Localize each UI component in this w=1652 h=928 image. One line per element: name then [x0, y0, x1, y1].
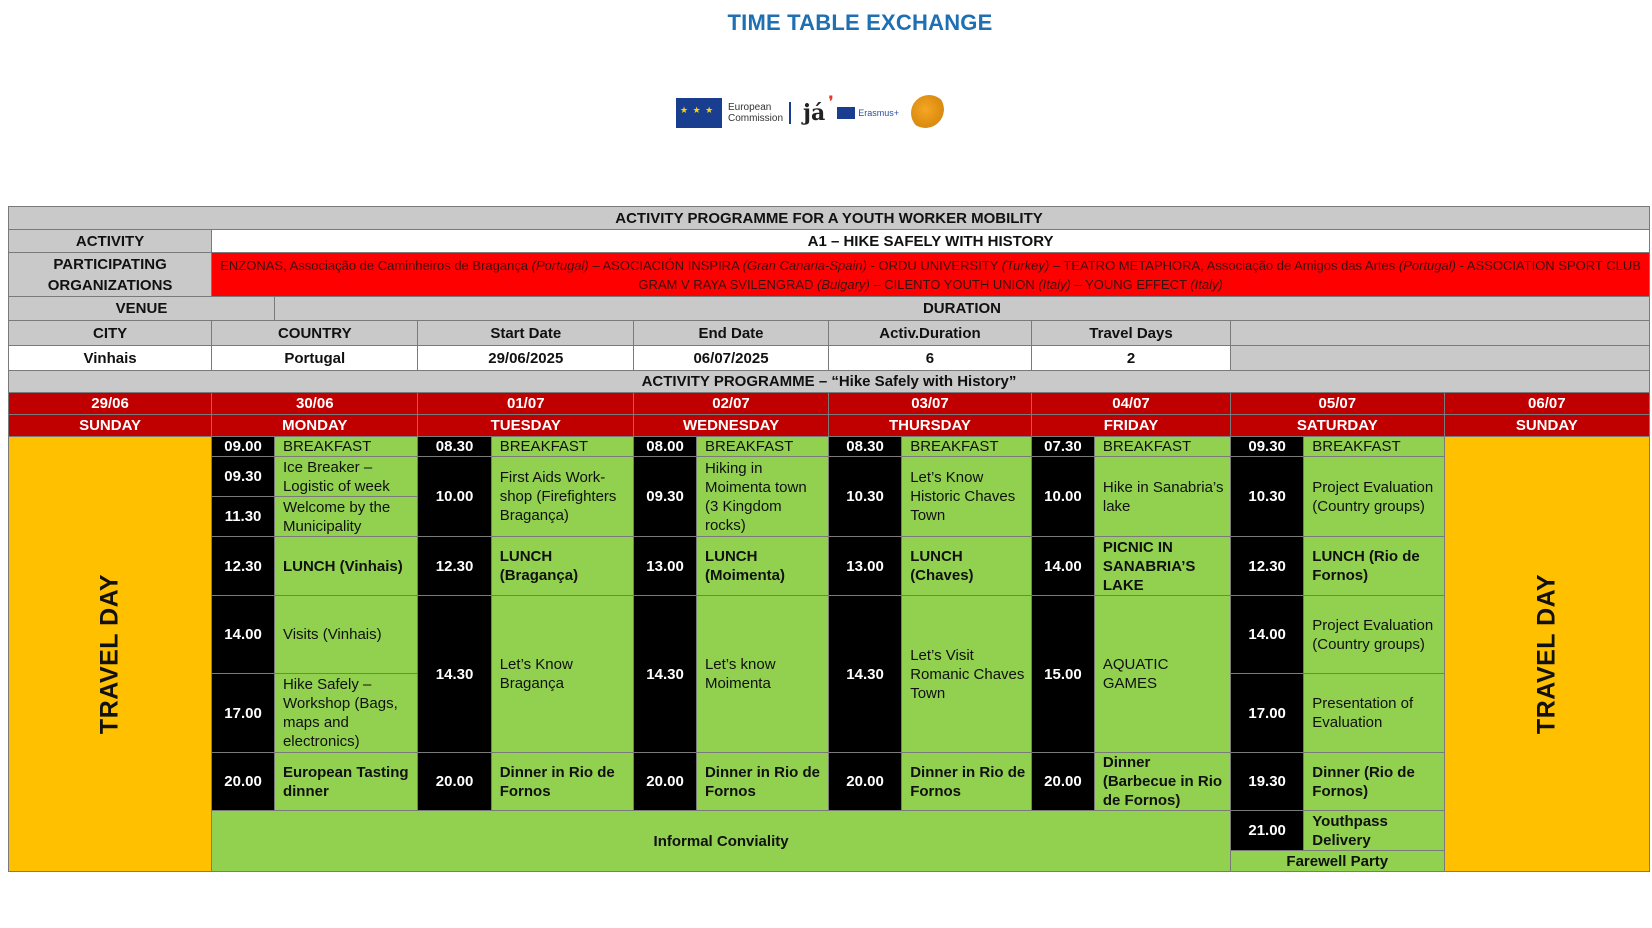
time-cell: 11.30	[212, 497, 275, 537]
org-country: (Turkey)	[1001, 257, 1050, 273]
activity-cell: Let’s know Moimenta	[696, 596, 828, 753]
blank-cell	[1230, 346, 1649, 371]
day-name: FRIDAY	[1032, 415, 1231, 437]
activity-cell: LUNCH (Rio de Fornos)	[1304, 537, 1444, 596]
time-cell: 14.30	[418, 596, 491, 753]
org-name: ENZONAS, Associação de Caminheiros de Bragança	[220, 257, 532, 273]
activity-cell: Project Evaluation (Country groups)	[1304, 457, 1444, 537]
time-cell: 07.30	[1032, 437, 1095, 457]
logo-strip	[676, 90, 947, 136]
travel-days-header: Travel Days	[1032, 321, 1231, 346]
activity-cell: Dinner in Rio de Fornos	[902, 753, 1032, 811]
activity-cell: Let’s Know Bragança	[491, 596, 633, 753]
activity-label: ACTIVITY	[9, 230, 212, 253]
time-cell: 08.30	[418, 437, 491, 457]
day-name: WEDNESDAY	[634, 415, 829, 437]
activity-cell: Dinner (Rio de Fornos)	[1304, 753, 1444, 811]
activ-duration-value: 6	[828, 346, 1031, 371]
activity-cell: Let’s Know Historic Chaves Town	[902, 457, 1032, 537]
activity-cell: LUNCH (Chaves)	[902, 537, 1032, 596]
time-cell: 20.00	[1032, 753, 1095, 811]
activity-cell: BREAKFAST	[902, 437, 1032, 457]
day-name: SUNDAY	[1444, 415, 1649, 437]
duration-label: DURATION	[274, 297, 1649, 321]
day-date: 01/07	[418, 393, 634, 415]
end-date-value: 06/07/2025	[634, 346, 829, 371]
time-cell: 17.00	[212, 674, 275, 753]
travel-day-cell	[9, 437, 212, 872]
time-cell: 10.30	[1230, 457, 1303, 537]
start-date-header: Start Date	[418, 321, 634, 346]
timetable	[8, 206, 1650, 872]
activity-cell: Project Evaluation (Country groups)	[1304, 596, 1444, 674]
time-cell: 08.30	[828, 437, 901, 457]
erasmus-logo	[837, 107, 899, 119]
time-cell: 12.30	[212, 537, 275, 596]
country-value: Portugal	[212, 346, 418, 371]
erasmus-flag-icon	[837, 107, 855, 119]
activity-cell: BREAKFAST	[491, 437, 633, 457]
day-date: 30/06	[212, 393, 418, 415]
time-cell: 14.30	[634, 596, 697, 753]
day-date: 29/06	[9, 393, 212, 415]
ja-logo-text: já	[803, 100, 826, 126]
activity-cell: PICNIC IN SANABRIA’S LAKE	[1094, 537, 1230, 596]
activity-cell: Hike in Sanabria’s lake	[1094, 457, 1230, 537]
time-cell: 21.00	[1230, 811, 1303, 851]
travel-days-value: 2	[1032, 346, 1231, 371]
time-cell: 13.00	[634, 537, 697, 596]
org-name: – CILENTO YOUTH UNION	[869, 276, 1039, 292]
participating-label: PARTICIPATING ORGANIZATIONS	[9, 253, 212, 297]
time-cell: 09.30	[212, 457, 275, 497]
time-cell: 14.00	[212, 596, 275, 674]
activity-cell: Youthpass Delivery	[1304, 811, 1444, 851]
enzonas-logo	[911, 95, 947, 131]
activity-cell: BREAKFAST	[274, 437, 417, 457]
day-name: SUNDAY	[9, 415, 212, 437]
time-cell: 10.00	[1032, 457, 1095, 537]
time-cell: 20.00	[418, 753, 491, 811]
activity-cell: Welcome by the Municipality	[274, 497, 417, 537]
activity-cell: Presentation of Evaluation	[1304, 674, 1444, 753]
participating-organizations	[212, 253, 1650, 297]
ja-logo: já ❜	[803, 94, 834, 126]
time-cell: 09.30	[1230, 437, 1303, 457]
activity-cell: Let’s Visit Romanic Chaves Town	[902, 596, 1032, 753]
time-cell: 10.00	[418, 457, 491, 537]
org-name: – YOUNG EFFECT	[1070, 276, 1191, 292]
org-country: (Bulgary)	[817, 276, 870, 292]
page-title: TIME TABLE EXCHANGE	[727, 10, 993, 35]
day-date: 05/07	[1230, 393, 1444, 415]
time-cell: 14.00	[1230, 596, 1303, 674]
time-cell: 20.00	[212, 753, 275, 811]
org-country: (Italy)	[1038, 276, 1071, 292]
day-name: SATURDAY	[1230, 415, 1444, 437]
venue-label: VENUE	[9, 297, 275, 321]
org-country: (Portugal)	[531, 257, 589, 273]
activity-cell: LUNCH (Vinhais)	[274, 537, 417, 596]
activity-cell: Dinner (Barbecue in Rio de Fornos)	[1094, 753, 1230, 811]
european-commission-logo	[676, 98, 791, 128]
time-cell: 17.00	[1230, 674, 1303, 753]
day-date: 06/07	[1444, 393, 1649, 415]
day-name: THURSDAY	[828, 415, 1031, 437]
activity-cell: BREAKFAST	[1094, 437, 1230, 457]
blank-cell	[1230, 321, 1649, 346]
time-cell: 20.00	[828, 753, 901, 811]
time-cell: 08.00	[634, 437, 697, 457]
programme-subheading: ACTIVITY PROGRAMME – “Hike Safely with History”	[9, 371, 1650, 393]
activity-cell: Hike Safely – Workshop (Bags, maps and electronics)	[274, 674, 417, 753]
travel-day-label: TRAVEL DAY	[1532, 573, 1561, 735]
programme-heading: ACTIVITY PROGRAMME FOR A YOUTH WORKER MOBILITY	[9, 207, 1650, 230]
end-date-header: End Date	[634, 321, 829, 346]
day-date: 04/07	[1032, 393, 1231, 415]
activity-cell: LUNCH (Moimenta)	[696, 537, 828, 596]
org-name: – ASOCIACIÓN INSPIRA	[588, 257, 743, 273]
time-cell: 14.30	[828, 596, 901, 753]
activity-cell: First Aids Work-shop (Firefighters Bragança)	[491, 457, 633, 537]
ec-logo-line2: Commission	[728, 113, 784, 124]
activity-cell: AQUATIC GAMES	[1094, 596, 1230, 753]
activity-cell: European Tasting dinner	[274, 753, 417, 811]
time-cell: 09.30	[634, 457, 697, 537]
city-value: Vinhais	[9, 346, 212, 371]
start-date-value: 29/06/2025	[418, 346, 634, 371]
day-name: TUESDAY	[418, 415, 634, 437]
activity-cell: Hiking in Moimenta town (3 Kingdom rocks)	[696, 457, 828, 537]
activity-cell: BREAKFAST	[696, 437, 828, 457]
activity-cell: Dinner in Rio de Fornos	[696, 753, 828, 811]
time-cell: 15.00	[1032, 596, 1095, 753]
activity-value: A1 – HIKE SAFELY WITH HISTORY	[212, 230, 1650, 253]
travel-day-cell	[1444, 437, 1649, 872]
org-country: (Italy)	[1190, 276, 1223, 292]
activ-duration-header: Activ.Duration	[828, 321, 1031, 346]
country-header: COUNTRY	[212, 321, 418, 346]
time-cell: 19.30	[1230, 753, 1303, 811]
informal-conviality: Informal Conviality	[212, 811, 1231, 872]
activity-cell: BREAKFAST	[1304, 437, 1444, 457]
activity-cell: Visits (Vinhais)	[274, 596, 417, 674]
time-cell: 12.30	[418, 537, 491, 596]
day-date: 03/07	[828, 393, 1031, 415]
city-header: CITY	[9, 321, 212, 346]
org-name: - ORDU UNIVERSITY	[866, 257, 1002, 273]
activity-cell: Ice Breaker – Logistic of week	[274, 457, 417, 497]
time-cell: 14.00	[1032, 537, 1095, 596]
time-cell: 13.00	[828, 537, 901, 596]
org-name: - ASSOCIATION SPORT CLUB GRAM V RAYA SVILENGRAD	[638, 257, 1641, 292]
activity-cell: LUNCH (Bragança)	[491, 537, 633, 596]
travel-day-label: TRAVEL DAY	[95, 573, 124, 735]
org-name: – TEATRO METAPHORA, Associação de Amigos das Artes	[1049, 257, 1399, 273]
day-date: 02/07	[634, 393, 829, 415]
eu-flag-icon	[676, 98, 722, 128]
day-name: MONDAY	[212, 415, 418, 437]
org-country: (Portugal)	[1398, 257, 1456, 273]
activity-cell: Dinner in Rio de Fornos	[491, 753, 633, 811]
time-cell: 20.00	[634, 753, 697, 811]
farewell-party: Farewell Party	[1230, 851, 1444, 872]
time-cell: 09.00	[212, 437, 275, 457]
ec-logo-line1: European	[728, 102, 772, 113]
time-cell: 10.30	[828, 457, 901, 537]
erasmus-logo-text: Erasmus+	[858, 108, 899, 118]
time-cell: 12.30	[1230, 537, 1303, 596]
org-country: (Gran Canaria-Spain)	[742, 257, 867, 273]
